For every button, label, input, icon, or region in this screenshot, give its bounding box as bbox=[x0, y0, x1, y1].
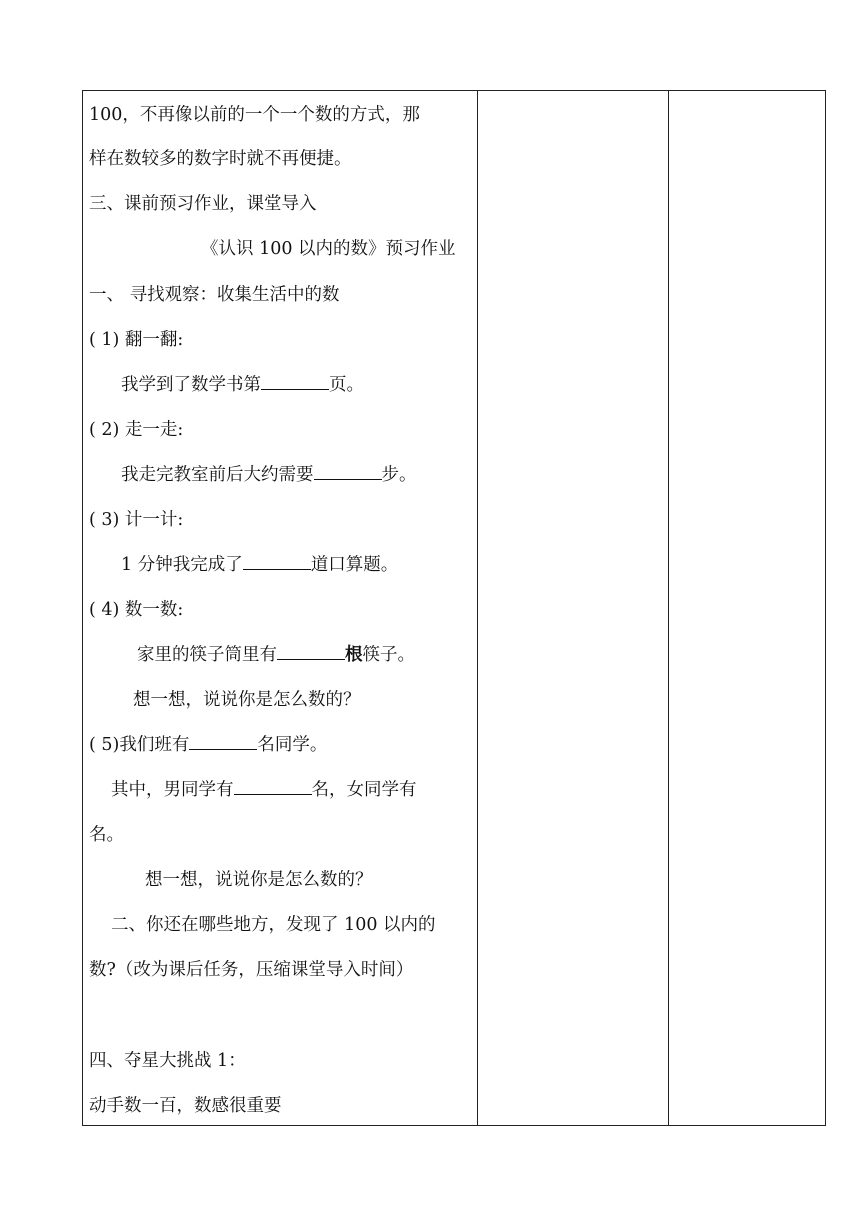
text-line: 样在数较多的数字时就不再便捷。 bbox=[89, 149, 352, 169]
item-label: ( 4) 数一数: bbox=[89, 600, 184, 620]
answer-blank[interactable] bbox=[189, 735, 257, 750]
answer-blank[interactable] bbox=[234, 780, 312, 795]
section-heading: 三、课前预习作业，课堂导入 bbox=[89, 194, 317, 214]
prompt-line: 想一想，说说你是怎么数的？ bbox=[145, 870, 373, 890]
fill-in-line: 其中，男同学有 名，女同学有 bbox=[111, 780, 417, 800]
answer-blank[interactable] bbox=[314, 465, 382, 480]
section-heading: 一、 寻找观察：收集生活中的数 bbox=[89, 285, 340, 305]
lesson-plan-table bbox=[82, 90, 826, 1126]
section-heading: 二、你还在哪些地方，发现了 100 以内的 bbox=[111, 915, 436, 935]
fill-in-line: 家里的筷子筒里有 根筷子。 bbox=[137, 645, 415, 665]
item-label: ( 3) 计一计: bbox=[89, 510, 184, 530]
empty-cell-middle bbox=[478, 91, 668, 1125]
answer-blank[interactable] bbox=[277, 645, 345, 660]
fill-in-line: 我学到了数学书第 页。 bbox=[121, 375, 364, 395]
content-cell bbox=[83, 91, 477, 1125]
text-line: 名。 bbox=[89, 825, 124, 845]
fill-in-line: 我走完教室前后大约需要 步。 bbox=[121, 465, 417, 485]
item-label: ( 1) 翻一翻: bbox=[89, 330, 184, 350]
fill-in-line: 1 分钟我完成了 道口算题。 bbox=[121, 555, 399, 575]
worksheet-title: 《认识 100 以内的数》预习作业 bbox=[201, 239, 456, 259]
text-line: 100，不再像以前的一个一个数的方式，那 bbox=[89, 105, 420, 125]
prompt-line: 想一想，说说你是怎么数的？ bbox=[133, 690, 361, 710]
section-heading: 四、夺星大挑战 1： bbox=[89, 1051, 246, 1071]
fill-in-line: ( 5)我们班有 名同学。 bbox=[89, 735, 328, 755]
answer-blank[interactable] bbox=[243, 555, 311, 570]
text-line: 数?（改为课后任务，压缩课堂导入时间） bbox=[89, 960, 414, 980]
item-label: ( 2) 走一走: bbox=[89, 420, 184, 440]
empty-cell-right bbox=[669, 91, 825, 1125]
text-line: 动手数一百，数感很重要 bbox=[89, 1096, 282, 1116]
answer-blank[interactable] bbox=[261, 375, 329, 390]
